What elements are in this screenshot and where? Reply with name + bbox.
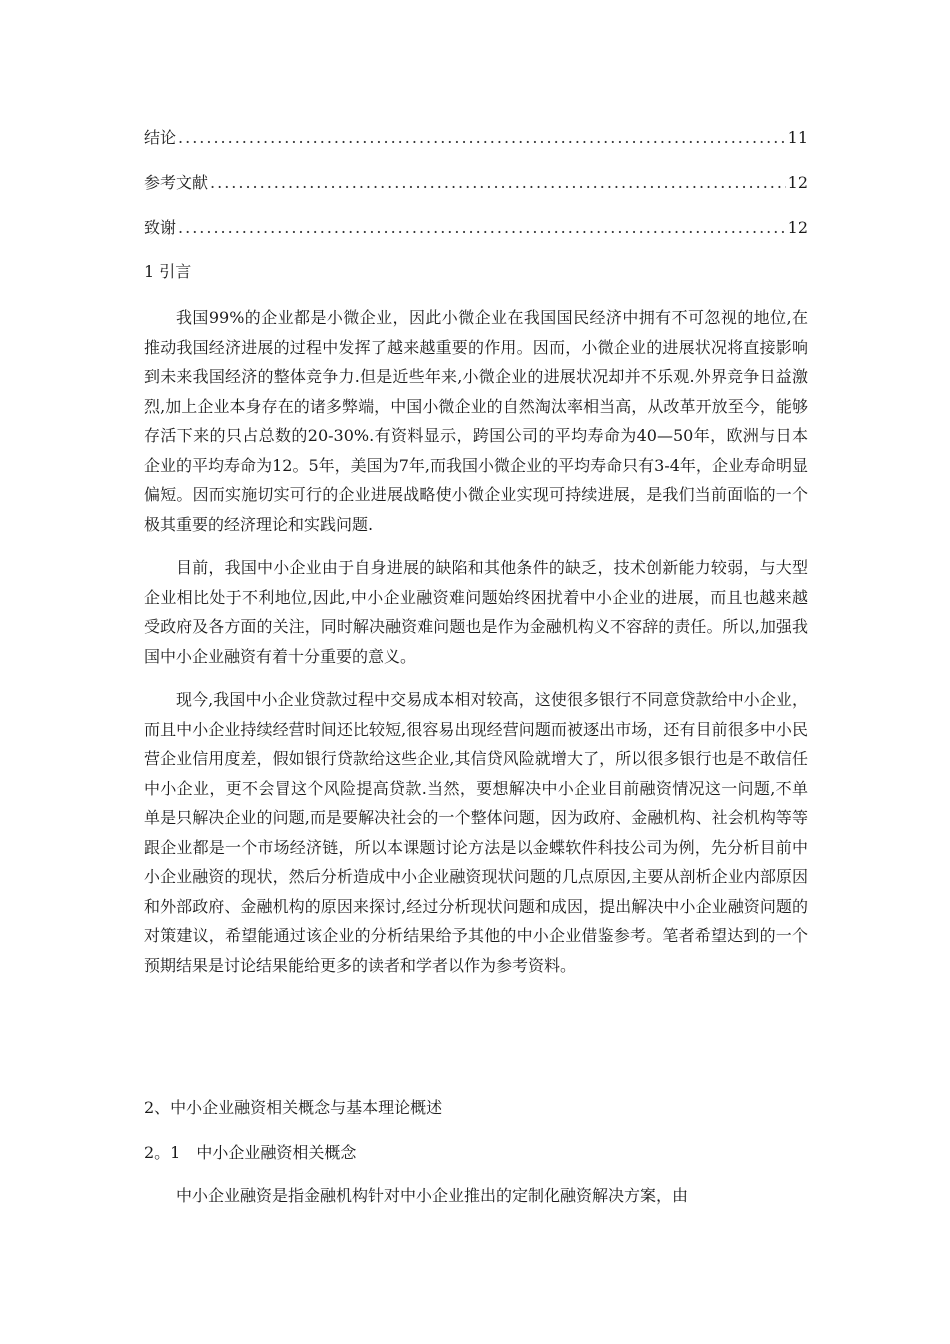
toc-entry-references[interactable]: [144, 173, 808, 218]
toc-leader-dots: [210, 173, 786, 193]
paragraph: 现今,我国中小企业贷款过程中交易成本相对较高，这使很多银行不同意贷款给中小企业，而且中小企业持续经营时间还比较短,很容易出现经营问题而被逐出市场，还有目前很多中小民营企业信用度差，假如银行贷款给这些企业,其信贷风险就增大了，所以很多银行也是不敢信任中小企业，更不会冒这个风险提高贷款.当然，要想解决中小企业目前融资情况这一问题,不单单是只解决企业的问题,而是要解决社会的一个整体问题，因为政府、金融机构、社会机构等等跟企业都是一个市场经济链，所以本课题讨论方法是以金蝶软件科技公司为例，先分析目前中小企业融资的现状，然后分析造成中小企业融资现状问题的几点原因,主要从剖析企业内部原因和外部政府、金融机构的原因来探讨,经过分析现状问题和成因，提出解决中小企业融资问题的对策建议，希望能通过该企业的分析结果给予其他的中小企业借鉴参考。笔者希望达到的一个预期结果是讨论结果能给更多的读者和学者以作为参考资料。: [144, 690, 808, 975]
subsection-heading-2-1: 2。1 中小企业融资相关概念: [144, 1143, 357, 1162]
section-heading-introduction: 1 引言: [144, 262, 192, 281]
toc-entry-conclusion[interactable]: [144, 128, 808, 173]
table-of-contents: [144, 128, 808, 263]
toc-entry-title: 参考文献: [144, 173, 209, 192]
toc-entry-title: 致谢: [144, 218, 177, 237]
section-heading-2: 2、中小企业融资相关概念与基本理论概述: [144, 1098, 443, 1117]
toc-entry-page: 12: [787, 173, 808, 192]
paragraph: 目前，我国中小企业由于自身进展的缺陷和其他条件的缺乏，技术创新能力较弱，与大型企业相比处于不利地位,因此,中小企业融资难问题始终困扰着中小企业的进展，而且也越来越受政府及各方面的关注，同时解决融资难问题也是作为金融机构义不容辞的责任。所以,加强我国中小企业融资有着十分重要的意义。: [144, 558, 808, 666]
toc-leader-dots: [178, 128, 786, 148]
paragraph: 我国99%的企业都是小微企业，因此小微企业在我国国民经济中拥有不可忽视的地位,在推动我国经济进展的过程中发挥了越来越重要的作用。因而，小微企业的进展状况将直接影响到未来我国经济的整体竞争力.但是近些年来,小微企业的进展状况却并不乐观.外界竞争日益激烈,加上企业本身存在的诸多弊端，中国小微企业的自然淘汰率相当高，从改革开放至今，能够存活下来的只占总数的20-30%.有资料显示，跨国公司的平均寿命为40—50年，欧洲与日本企业的平均寿命为12。5年，美国为7年,而我国小微企业的平均寿命只有3-4年，企业寿命明显偏短。因而实施切实可行的企业进展战略使小微企业实现可持续进展，是我们当前面临的一个极其重要的经济理论和实践问题.: [144, 308, 808, 534]
toc-leader-dots: [178, 218, 786, 238]
toc-entry-title: 结论: [144, 128, 177, 147]
section-2: [144, 1098, 808, 1211]
document-body: [144, 262, 808, 980]
toc-entry-page: 12: [787, 218, 808, 237]
toc-entry-page: 11: [787, 128, 808, 147]
paragraph: 中小企业融资是指金融机构针对中小企业推出的定制化融资解决方案，由: [176, 1186, 689, 1205]
toc-entry-acknowledgements[interactable]: [144, 218, 808, 263]
